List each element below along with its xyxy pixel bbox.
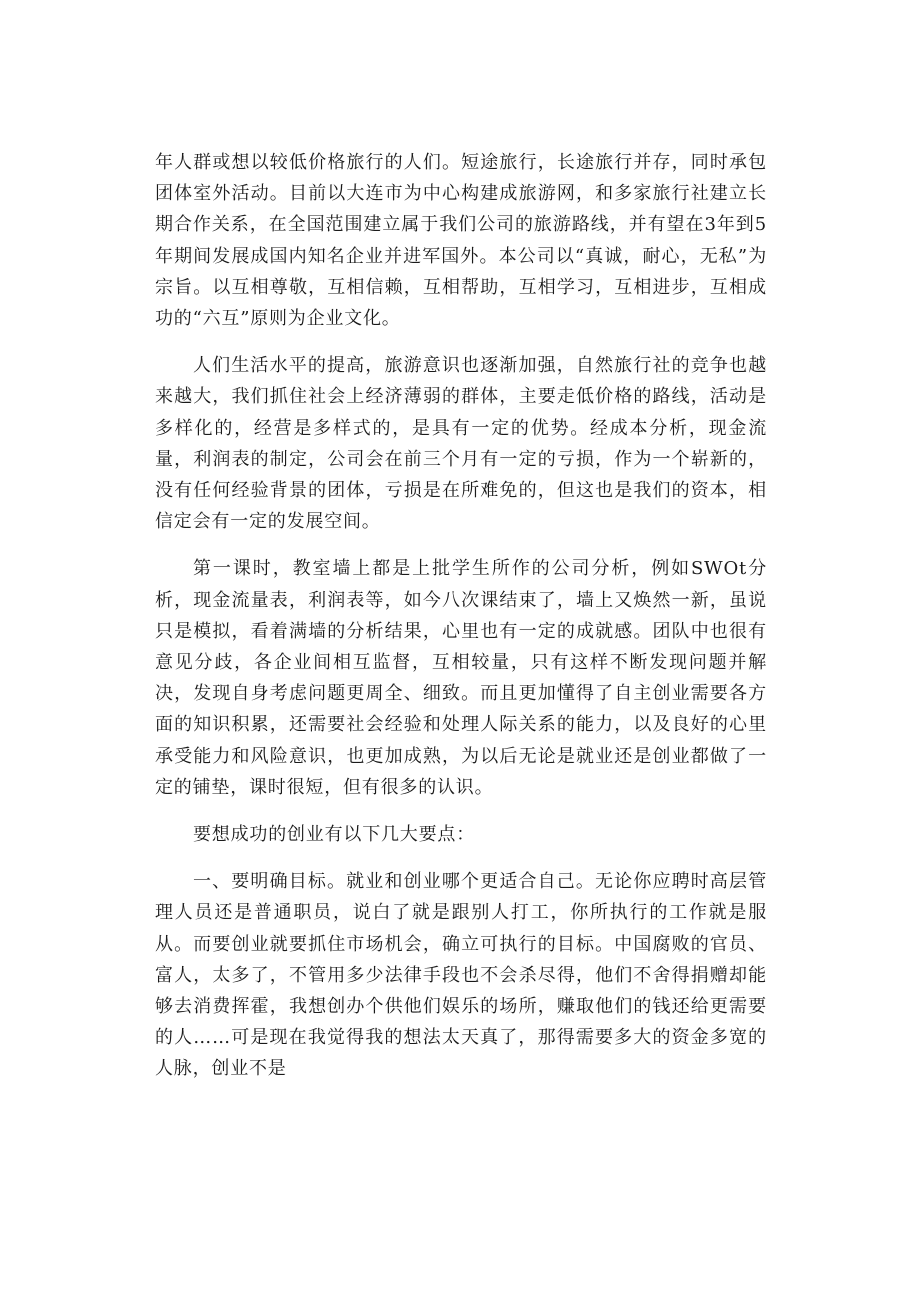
paragraph-4: 要想成功的创业有以下几大要点： <box>193 824 475 846</box>
paragraph-2: 人们生活水平的提高，旅游意识也逐渐加强，自然旅行社的竞争也越来越大，我们抓住社会上经济薄弱的群体，主要走低价格的路线，活动是多样化的，经营是多样式的，是具有一定的优势。经成本分析，现金流量，利润表的制定，公司会在前三个月有一定的亏损，作为一个崭新的，没有任何经验背景的团体，亏损是在所难免的，但这也是我们的资本，相信定会有一定的发展空间。 <box>155 355 767 533</box>
paragraph-3: 第一课时，教室墙上都是上批学生所作的公司分析，例如SWOt分析，现金流量表，利润表等，如今八次课结束了，墙上又焕然一新，虽说只是模拟，看着满墙的分析结果，心里也有一定的成就感。团队中也很有意见分歧，各企业间相互监督，互相较量，只有这样不断发现问题并解决，发现自身考虑问题更周全、细致。而且更加懂得了自主创业需要各方面的知识积累，还需要社会经验和处理人际关系的能力，以及良好的心里承受能力和风险意识，也更加成熟，为以后无论是就业还是创业都做了一定的铺垫，课时很短，但有很多的认识。 <box>155 558 767 798</box>
document-body <box>155 147 767 1101</box>
paragraph-5: 一、要明确目标。就业和创业哪个更适合自己。无论你应聘时高层管理人员还是普通职员，说白了就是跟别人打工，你所执行的工作就是服从。而要创业就要抓住市场机会，确立可执行的目标。中国腐败的官员、富人，太多了，不管用多少法律手段也不会杀尽得，他们不舍得捐赠却能够去消费挥霍，我想创办个供他们娱乐的场所，赚取他们的钱还给更需要的人……可是现在我觉得我的想法太天真了，那得需要多大的资金多宽的人脉，创业不是 <box>155 871 767 1080</box>
paragraph-1: 年人群或想以较低价格旅行的人们。短途旅行，长途旅行并存，同时承包团体室外活动。目前以大连市为中心构建成旅游网，和多家旅行社建立长期合作关系，在全国范围建立属于我们公司的旅游路线，并有望在3年到5年期间发展成国内知名企业并进军国外。本公司以“真诚，耐心，无私”为宗旨。以互相尊敬，互相信赖，互相帮助，互相学习，互相进步，互相成功的“六互”原则为企业文化。 <box>155 152 767 330</box>
